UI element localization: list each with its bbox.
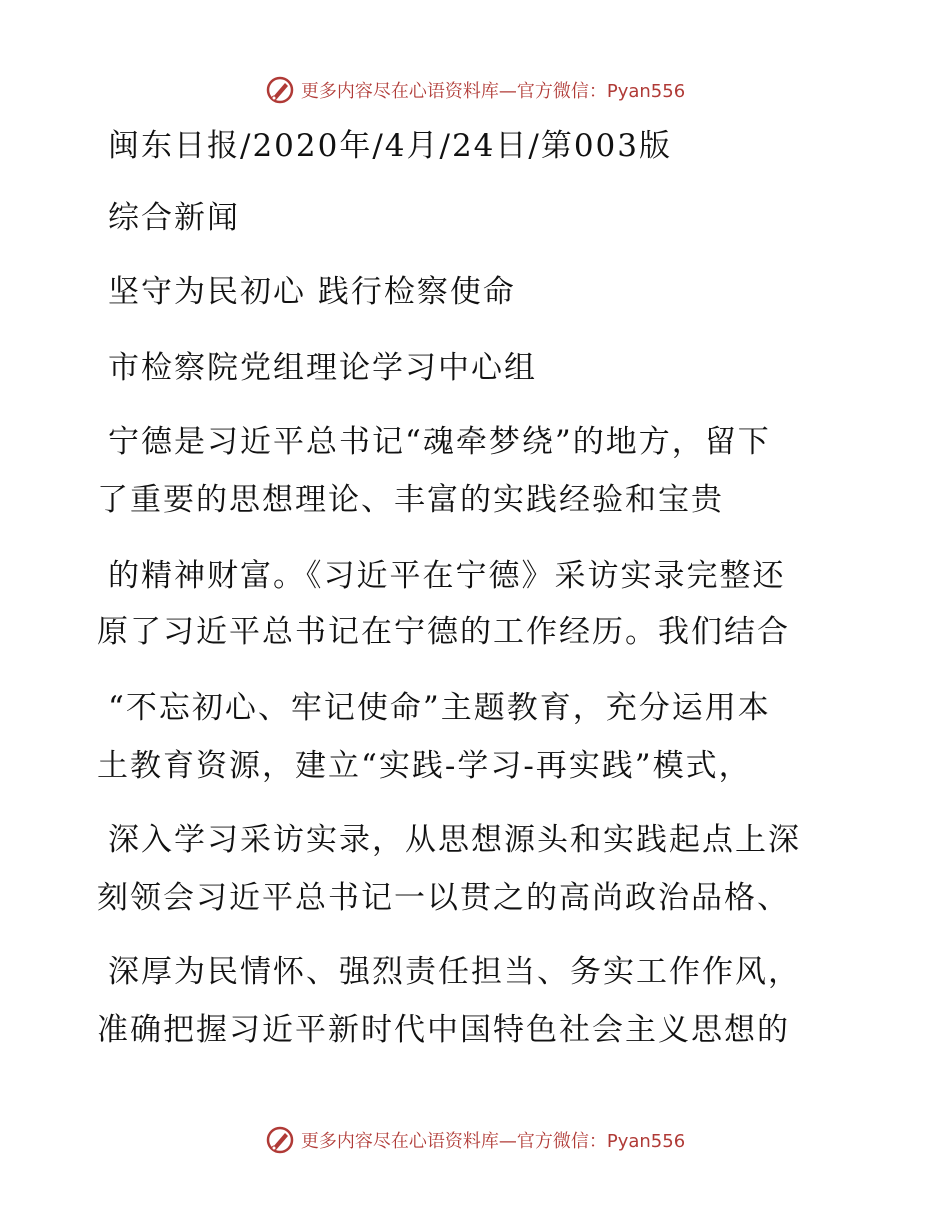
banner-wechat-id: Pyan556 (606, 1131, 686, 1152)
banner-wechat-id: Pyan556 (606, 81, 686, 102)
banner-promo-text: 更多内容尽在心语资料库—官方微信： (300, 1131, 607, 1152)
body-line: 土教育资源，建立“实践-学习-再实践”模式， (97, 748, 752, 784)
banner-text (301, 1127, 685, 1153)
body-line: 刻领会习近平总书记一以贯之的高尚政治品格、 (97, 880, 790, 916)
headline: 坚守为民初心 践行检察使命 (108, 274, 516, 310)
body-line: 原了习近平总书记在宁德的工作经历。我们结合 (97, 614, 790, 650)
dateline: 闽东日报/2020年/4月/24日/第003版 (108, 128, 673, 164)
body-line: 了重要的思想理论、丰富的实践经验和宝贵 (97, 482, 724, 518)
header-banner (0, 70, 950, 110)
body-line: 深厚为民情怀、强烈责任担当、务实工作作风， (108, 954, 801, 990)
body-line: 的精神财富。《习近平在宁德》采访实录完整还 (108, 558, 786, 594)
author: 市检察院党组理论学习中心组 (108, 350, 537, 386)
banner-promo-text: 更多内容尽在心语资料库—官方微信： (300, 81, 607, 102)
banner-text (301, 77, 685, 103)
section-name: 综合新闻 (108, 200, 240, 236)
pen-logo-icon (265, 1125, 295, 1155)
body-line: 准确把握习近平新时代中国特色社会主义思想的 (97, 1012, 790, 1048)
body-line: 深入学习采访实录，从思想源头和实践起点上深 (108, 822, 801, 858)
pen-logo-icon (265, 75, 295, 105)
body-line: “不忘初心、牢记使命”主题教育，充分运用本 (108, 690, 771, 726)
body-line: 宁德是习近平总书记“魂牵梦绕”的地方，留下 (108, 424, 771, 460)
footer-banner (0, 1120, 950, 1160)
